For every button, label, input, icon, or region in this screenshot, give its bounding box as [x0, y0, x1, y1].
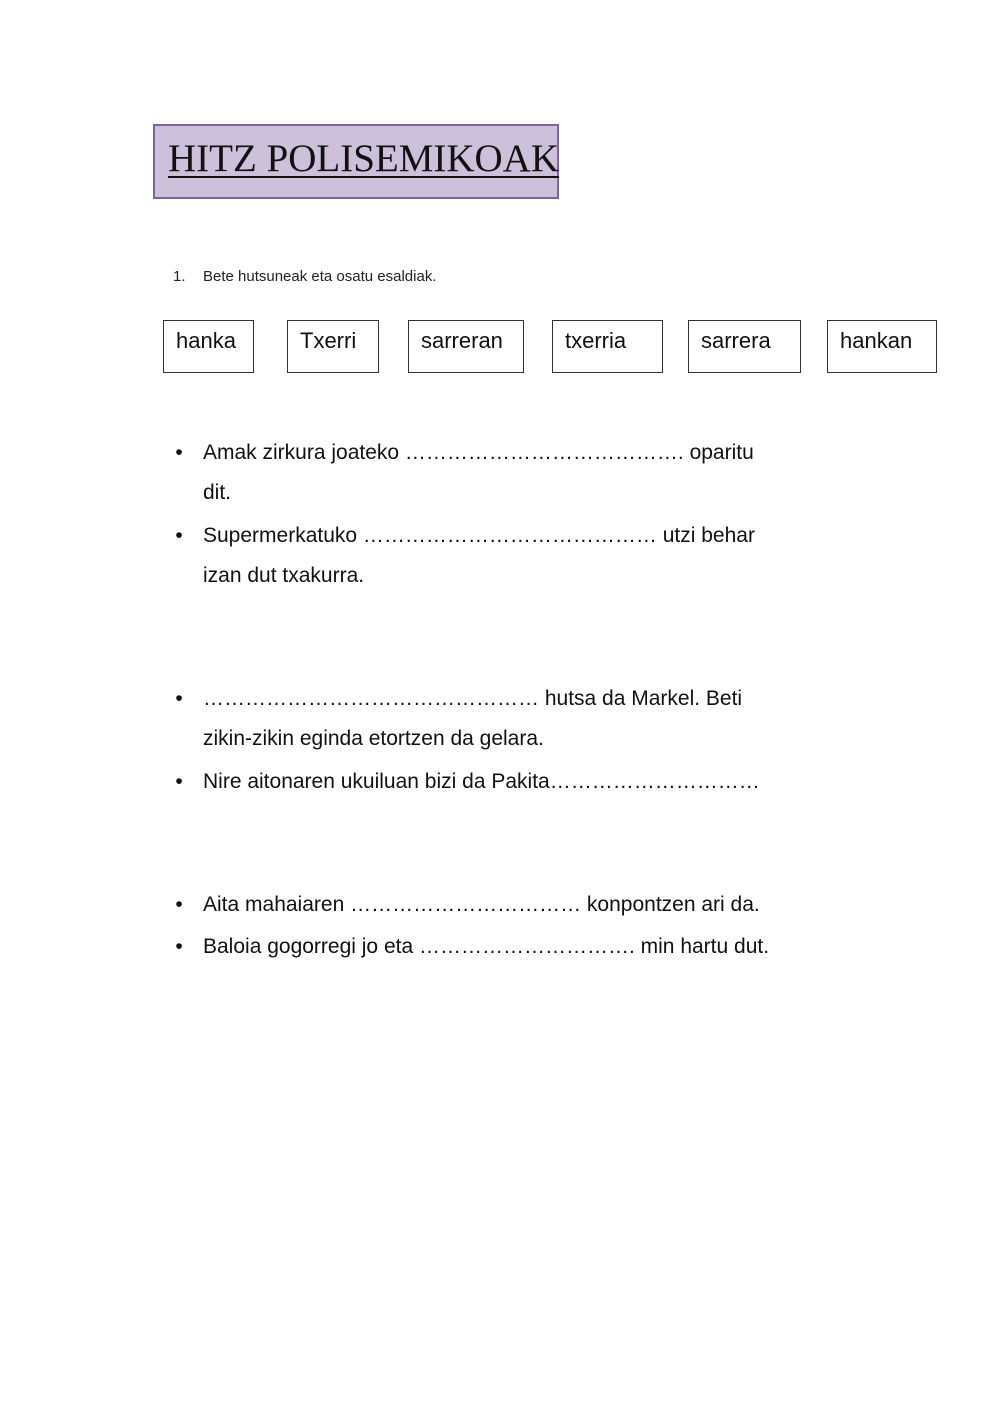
bullet-icon: • [175, 687, 183, 710]
sentence-line: Amak zirkura joateko …………………………………. oparitu [203, 441, 754, 464]
sentence-line: Baloia gogorregi jo eta …………………………. min hartu dut. [203, 935, 770, 958]
sentence-line: Aita mahaiaren …………………………… konpontzen ari da. [203, 893, 760, 916]
page-title: HITZ POLISEMIKOAK [168, 137, 560, 180]
sentence-line: ………………………………………… hutsa da Markel. Beti [203, 687, 743, 710]
instruction [173, 268, 437, 285]
sentence-item [173, 762, 853, 802]
sentence-line: izan dut txakurra. [203, 564, 365, 587]
word-box: Txerri [287, 320, 379, 373]
sentence-line: zikin-zikin eginda etortzen da gelara. [203, 727, 544, 750]
word-box: sarreran [408, 320, 524, 373]
title-box [153, 124, 559, 199]
sentence-item [173, 927, 853, 967]
word-box: hanka [163, 320, 254, 373]
bullet-icon: • [175, 893, 183, 916]
sentence-line: dit. [203, 481, 232, 504]
bullet-icon: • [175, 935, 183, 958]
word-box: hankan [827, 320, 937, 373]
sentence-line: Supermerkatuko …………………………………… utzi behar [203, 524, 755, 547]
sentence-item [173, 433, 853, 513]
bullet-icon: • [175, 441, 183, 464]
instruction-text: Bete hutsuneak eta osatu esaldiak. [203, 268, 437, 285]
bullet-icon: • [175, 770, 183, 793]
sentence-item [173, 516, 853, 596]
instruction-number: 1. [173, 268, 186, 285]
sentence-line: Nire aitonaren ukuiluan bizi da Pakita………………………… [203, 770, 760, 793]
sentence-item [173, 885, 853, 925]
word-box: txerria [552, 320, 663, 373]
word-box: sarrera [688, 320, 801, 373]
sentence-item [173, 679, 853, 759]
bullet-icon: • [175, 524, 183, 547]
